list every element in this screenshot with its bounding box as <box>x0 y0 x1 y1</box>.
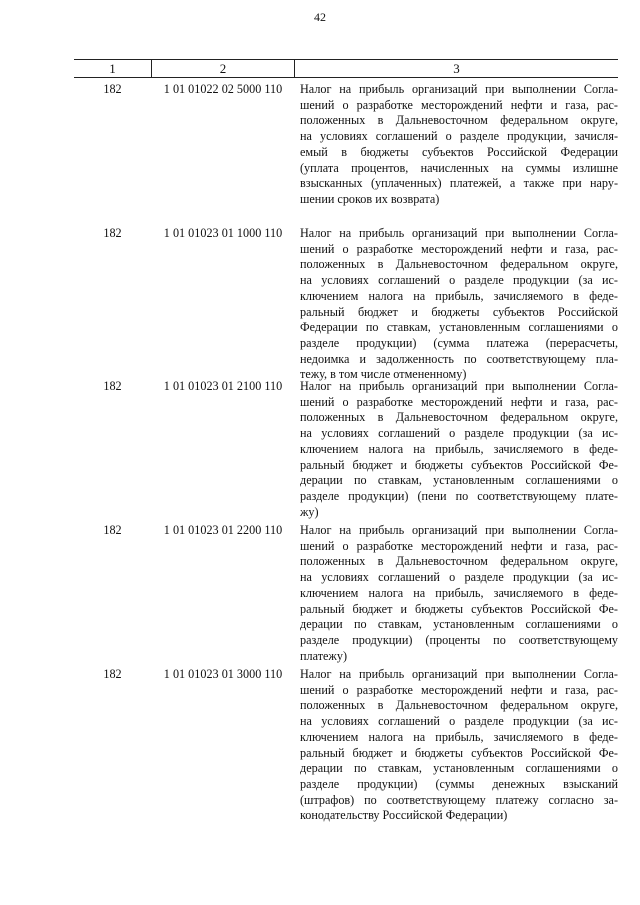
description-line: дерации по ставкам, установленным соглашениями о <box>300 617 618 632</box>
description-line: шений о разработке месторождений нефти и газа, рас- <box>300 538 618 553</box>
description-line: Налог на прибыль организаций при выполнении Согла- <box>300 226 618 240</box>
description-line: Налог на прибыль организаций при выполнении Согла- <box>300 379 618 393</box>
description-line: шений о разработке месторождений нефти и газа, рас- <box>300 241 618 256</box>
budget-classification-table <box>74 59 618 823</box>
table-row <box>74 667 618 824</box>
description-line: положенных в Дальневосточном федеральном округе, <box>300 257 618 272</box>
description-line: ключением налога на прибыль, зачисляемого в феде- <box>300 288 618 303</box>
header-col-3: 3 <box>453 61 460 76</box>
description-line: шений о разработке месторождений нефти и газа, рас- <box>300 394 618 409</box>
description-line: конодательству Российской Федерации) <box>300 808 508 823</box>
table-row <box>74 82 618 208</box>
table-row <box>74 226 618 383</box>
kbk-code-cell: 1 01 01023 01 2100 110 <box>163 379 283 393</box>
page-number: 42 <box>314 10 326 24</box>
header-col-1: 1 <box>74 60 152 77</box>
description-line: ключением налога на прибыль, зачисляемого в феде- <box>300 441 618 456</box>
description-line: положенных в Дальневосточном федеральном округе, <box>300 410 618 425</box>
description-line: Налог на прибыль организаций при выполнении Согла- <box>300 523 618 537</box>
description-line: (штрафов) по соответствующему платежу согласно за- <box>300 792 618 807</box>
description-line: емый в бюджеты субъектов Российской Федерации <box>300 144 618 159</box>
description-line: Федерации по ставкам, установленным соглашениями о <box>300 320 618 335</box>
description-line: на условиях соглашений о разделе продукции (за ис- <box>300 273 618 288</box>
table-row <box>74 523 618 664</box>
description-line: шений о разработке месторождений нефти и газа, рас- <box>300 682 618 697</box>
description-line: взысканных (уплаченных) платежей, а также при нару- <box>300 176 618 191</box>
description-line: разделе продукции) (пени по соответствующему плате- <box>300 488 618 503</box>
kbk-code-cell: 1 01 01023 01 2200 110 <box>163 523 283 537</box>
admin-code-cell: 182 <box>103 379 122 393</box>
description-cell <box>294 523 618 664</box>
description-line: ральный бюджет и бюджеты субъектов Российской Фе- <box>300 601 618 616</box>
description-cell <box>294 667 618 824</box>
description-line: тежу, в том числе отмененному) <box>300 367 467 382</box>
admin-code-cell: 182 <box>103 82 122 96</box>
description-line: ключением налога на прибыль, зачисляемого в феде- <box>300 729 618 744</box>
description-line: на условиях соглашений о разделе продукции (за ис- <box>300 570 618 585</box>
description-cell <box>294 82 618 208</box>
description-cell <box>294 379 618 520</box>
description-line: шений о разработке месторождений нефти и газа, рас- <box>300 97 618 112</box>
description-line: на условиях соглашений о разделе продукции (за ис- <box>300 426 618 441</box>
description-line: ключением налога на прибыль, зачисляемого в феде- <box>300 585 618 600</box>
description-line: недоимка и задолженность по соответствующему пла- <box>300 351 618 366</box>
kbk-code-cell: 1 01 01023 01 3000 110 <box>163 667 283 681</box>
description-line: ральный бюджет и бюджеты субъектов Российской Фе- <box>300 745 618 760</box>
description-line: положенных в Дальневосточном федеральном округе, <box>300 698 618 713</box>
description-line: Налог на прибыль организаций при выполнении Согла- <box>300 667 618 681</box>
admin-code-cell: 182 <box>103 667 122 681</box>
description-line: на условиях соглашений о разделе продукции (за ис- <box>300 714 618 729</box>
description-line: разделе продукции) (суммы денежных взысканий <box>300 776 618 791</box>
description-line: ральный бюджет и бюджеты субъектов Российской <box>300 304 618 319</box>
kbk-code-cell: 1 01 01023 01 1000 110 <box>163 226 283 240</box>
description-line: Налог на прибыль организаций при выполнении Согла- <box>300 82 618 96</box>
description-line: разделе продукции) (проценты по соответствующему <box>300 632 618 647</box>
table-header <box>74 59 618 78</box>
admin-code-cell: 182 <box>103 523 122 537</box>
description-line: дерации по ставкам, установленным соглашениями о <box>300 761 618 776</box>
kbk-code-cell: 1 01 01022 02 5000 110 <box>163 82 283 96</box>
description-line: (уплата процентов, начисленных на суммы излишне <box>300 160 618 175</box>
description-cell <box>294 226 618 383</box>
header-col-2: 2 <box>152 60 295 77</box>
description-line: жу) <box>300 504 319 519</box>
description-line: дерации по ставкам, установленным соглашениями о <box>300 473 618 488</box>
description-line: разделе продукции) (сумма платежа (перерасчеты, <box>300 335 618 350</box>
description-line: положенных в Дальневосточном федеральном округе, <box>300 113 618 128</box>
description-line: ральный бюджет и бюджеты субъектов Российской Фе- <box>300 457 618 472</box>
description-line: шении сроков их возврата) <box>300 191 440 206</box>
description-line: положенных в Дальневосточном федеральном округе, <box>300 554 618 569</box>
description-line: на условиях соглашений о разделе продукции, зачисля- <box>300 129 618 144</box>
admin-code-cell: 182 <box>103 226 122 240</box>
description-line: платежу) <box>300 648 348 663</box>
table-row <box>74 379 618 520</box>
